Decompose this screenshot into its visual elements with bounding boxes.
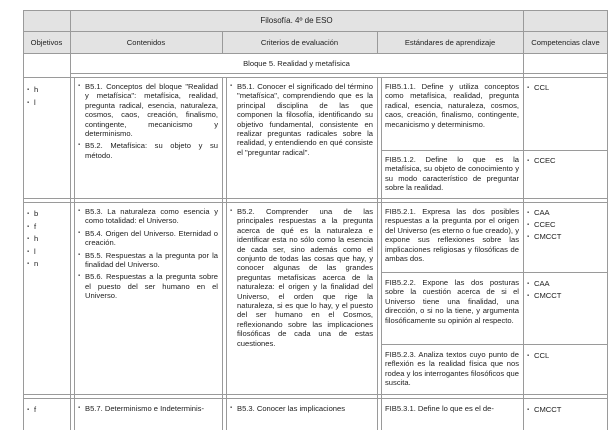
competencia-item: ▪ CMCCT — [527, 231, 604, 243]
row2-competencias-3 — [523, 348, 608, 364]
grid-line — [23, 77, 608, 78]
competencia-item: ▪ CMCCT — [527, 290, 604, 302]
competencia-item: ▪ CCL — [527, 350, 604, 362]
estandar-item: FIB5.2.2. Expone las dos posturas sobre la cuestión acerca de si el Universo tiene una finalidad, una dirección, o si no la tiene, y argumenta filosóficamente su opinión al respecto. — [385, 278, 519, 325]
header-competencias: Competencias clave — [531, 37, 600, 47]
row1-estandar-2 — [381, 153, 523, 198]
row2-contenidos — [74, 205, 222, 306]
row1-contenidos — [74, 80, 222, 165]
row2-estandar-3 — [381, 348, 523, 393]
row3-objetivos — [23, 402, 70, 419]
row1-competencias-2 — [523, 153, 608, 169]
objetivo-item: ▪ b — [27, 208, 66, 221]
row1-competencias-1 — [523, 80, 608, 96]
criterio-item: ▪ B5.1. Conocer el significado del término "metafísica", comprendiendo que es la principal disciplina de las que componen la filosofía, identificando su objetivo fundamental, consistente en realizar preguntas radicales sobre la realidad, y entendiendo en qué consiste el "preguntar radical". — [230, 82, 373, 157]
contenido-item: ▪ B5.6. Respuestas a la pregunta sobre el puesto del ser humano en el Universo. — [78, 272, 218, 300]
header-contenidos: Contenidos — [126, 37, 166, 47]
contenido-item: ▪ B5.4. Origen del Universo. Eternidad o creación. — [78, 229, 218, 248]
row2-estandar-2 — [381, 276, 523, 330]
grid-line — [23, 202, 608, 203]
grid-line — [70, 73, 608, 74]
contenido-item: ▪ B5.3. La naturaleza como esencia y como totalidad: el Universo. — [78, 207, 218, 226]
row2-objetivos — [23, 206, 70, 273]
estandar-item: FIB5.2.1. Expresa las dos posibles respuestas a la pregunta por el origen del Universo (es eterno o fue creado), y expone sus reflexiones sobre las implicaciones religiosas y filosóficas de ambas dos. — [385, 207, 519, 264]
grid-line — [70, 53, 71, 430]
grid-line — [381, 150, 608, 151]
row3-competencias-1 — [523, 402, 608, 418]
estandar-item: FIB5.1.1. Define y utiliza conceptos como metafísica, realidad, pregunta radical, esencia, naturaleza, cosmos, caos, creación, finalismo, contingente, mecanicismo y determinismo. — [385, 82, 519, 129]
row2-estandar-1 — [381, 205, 523, 268]
row2-competencias-2 — [523, 276, 608, 304]
grid-line — [23, 198, 608, 199]
grid-line — [222, 77, 223, 430]
estandar-item: FIB5.3.1. Define lo que es el de- — [385, 404, 494, 413]
row1-criterios — [226, 80, 377, 162]
objetivo-item: ▪ f — [27, 221, 66, 234]
estandar-item: FIB5.2.3. Analiza textos cuyo punto de reflexión es la realidad física que nos rodea y los interrogantes filosóficos que suscita. — [385, 350, 519, 388]
row3-contenidos — [74, 402, 222, 418]
criterio-item: ▪ B5.2. Comprender una de las principales respuestas a la pregunta acerca de qué es la naturaleza e identificar esta no sólo como la esencia de cada ser, sino además como el conjunto de todas las cosas que hay, y conocer algunas de las grandes preguntas metafísicas acerca de la naturaleza: el origen y la finalidad del Universo, el orden que rige la naturaleza, si es que lo hay, y el puesto del ser humano en el Cosmos, reflexionando sobre las implicaciones filosóficas de cada una de estas cuestiones. — [230, 207, 373, 348]
row2-competencias-1 — [523, 205, 608, 245]
grid-line — [381, 272, 608, 273]
table-title — [70, 10, 523, 31]
grid-line — [23, 398, 608, 399]
contenido-item: ▪ B5.7. Determinismo e Indeterminis- — [78, 404, 218, 413]
objetivo-item: ▪ h — [27, 84, 66, 97]
objetivo-item: ▪ h — [27, 233, 66, 246]
block-title: Bloque 5. Realidad y metafísica — [243, 58, 350, 68]
grid-line — [23, 394, 608, 395]
row3-criterios — [226, 402, 377, 418]
header-estandares: Estándares de aprendizaje — [404, 37, 496, 47]
competencia-item: ▪ CAA — [527, 207, 604, 219]
objetivo-item: ▪ n — [27, 258, 66, 271]
competencia-item: ▪ CMCCT — [527, 404, 604, 416]
competencia-item: ▪ CAA — [527, 278, 604, 290]
competencia-item: ▪ CCL — [527, 82, 604, 94]
estandar-item: FIB5.1.2. Define lo que es la metafísica, su objeto de conocimiento y su modo característico de preguntar sobre la realidad. — [385, 155, 519, 193]
competencia-item: ▪ CCEC — [527, 219, 604, 231]
header-objetivos: Objetivos — [30, 37, 63, 47]
objetivo-item: ▪ l — [27, 246, 66, 259]
header-criterios: Criterios de evaluación — [260, 37, 339, 47]
row3-estandar-1 — [381, 402, 523, 418]
criterio-item: ▪ B5.3. Conocer las implicaciones — [230, 404, 373, 413]
grid-line — [377, 77, 378, 430]
objetivo-item: ▪ f — [27, 404, 66, 417]
row1-objetivos — [23, 82, 70, 111]
row2-criterios — [226, 205, 377, 353]
competencia-item: ▪ CCEC — [527, 155, 604, 167]
contenido-item: ▪ B5.5. Respuestas a la pregunta por la finalidad del Universo. — [78, 251, 218, 270]
table-title-text: Filosofía. 4º de ESO — [260, 16, 333, 25]
objetivo-item: ▪ l — [27, 97, 66, 110]
contenido-item: ▪ B5.1. Conceptos del bloque "Realidad y metafísica": metafísica, realidad, pregunta radical, esencia, naturaleza, cosmos, caos, creación, finalismo, contingente, mecanicismo y determinismo. — [78, 82, 218, 138]
grid-line — [381, 344, 608, 345]
row1-estandar-1 — [381, 80, 523, 134]
contenido-item: ▪ B5.2. Metafísica: su objeto y su método. — [78, 141, 218, 160]
